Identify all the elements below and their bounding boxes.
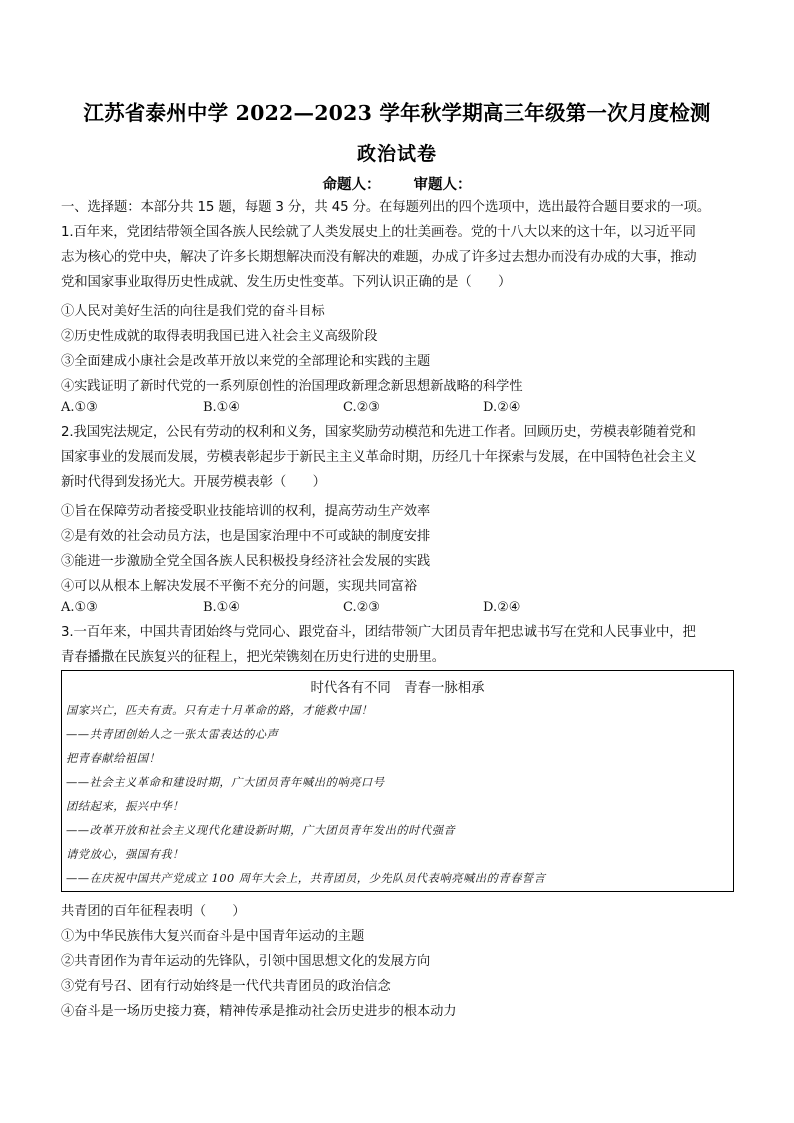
quote-source: ——社会主义革命和建设时期，广大团员青年喊出的响亮口号 xyxy=(66,776,385,789)
q2-option: ①旨在保障劳动者接受职业技能培训的权利，提高劳动生产效率 xyxy=(61,504,431,519)
quote-line: 请党放心，强国有我！ xyxy=(66,848,184,861)
q3-option: ①为中华民族伟大复兴而奋斗是中国青年运动的主题 xyxy=(61,929,365,944)
q3-option: ②共青团作为青年运动的先锋队，引领中国思想文化的发展方向 xyxy=(61,954,431,969)
q1-line: 党和国家事业取得历史性成就、发生历史性变革。下列认识正确的是（ ） xyxy=(61,275,512,290)
q3-option: ③党有号召、团有行动始终是一代代共青团员的政治信念 xyxy=(61,979,391,994)
q2-option: ④可以从根本上解决发展不平衡不充分的问题，实现共同富裕 xyxy=(61,579,418,594)
q1-choice-c: C.②③ xyxy=(343,400,380,415)
quote-box-title: 时代各有不同 青春一脉相承 xyxy=(310,681,485,696)
q1-option: ③全面建成小康社会是改革开放以来党的全部理论和实践的主题 xyxy=(61,354,431,369)
q1-choice-a: A.①③ xyxy=(61,400,98,415)
q1-choice-d: D.②④ xyxy=(483,400,521,415)
q2-option: ③能进一步激励全党全国各族人民积极投身经济社会发展的实践 xyxy=(61,554,431,569)
author-row xyxy=(0,173,794,194)
q3-stem: 共青团的百年征程表明（ ） xyxy=(61,904,246,919)
q3-line: 青春播撒在民族复兴的征程上，把光荣镌刻在历史行进的史册里。 xyxy=(61,650,445,665)
q1-line: 1.百年来，党团结带领全国各族人民绘就了人类发展史上的壮美画卷。党的十八大以来的这十年，以习近平同 xyxy=(61,225,696,240)
section-heading: 一、选择题：本部分共 15 题，每题 3 分，共 45 分。在每题列出的四个选项中，选出最符合题目要求的一项。 xyxy=(61,200,711,215)
q1-line: 志为核心的党中央，解决了许多长期想解决而没有解决的难题，办成了许多过去想办而没有办成的大事，推动 xyxy=(61,250,697,265)
author-label: 命题人： xyxy=(322,176,381,193)
q2-choice-b: B.①④ xyxy=(203,600,240,615)
q2-line: 2.我国宪法规定，公民有劳动的权利和义务，国家奖励劳动模范和先进工作者。回顾历史，劳模表彰随着党和 xyxy=(61,425,696,440)
q2-choice-d: D.②④ xyxy=(483,600,521,615)
quote-line: 把青春献给祖国！ xyxy=(66,752,161,765)
q3-line: 3.一百年来，中国共青团始终与党同心、跟党奋斗，团结带领广大团员青年把忠诚书写在党和人民事业中，把 xyxy=(61,625,696,640)
exam-title: 江苏省泰州中学 2022—2023 学年秋学期高三年级第一次月度检测 xyxy=(83,101,711,125)
exam-subtitle: 政治试卷 xyxy=(356,143,437,165)
q3-option: ④奋斗是一场历史接力赛，精神传承是推动社会历史进步的根本动力 xyxy=(61,1004,457,1019)
reviewer-label: 审题人： xyxy=(413,176,472,193)
q2-option: ②是有效的社会动员方法，也是国家治理中不可或缺的制度安排 xyxy=(61,529,431,544)
quote-box xyxy=(61,670,734,892)
q1-option: ②历史性成就的取得表明我国已进入社会主义高级阶段 xyxy=(61,329,378,344)
q1-option: ①人民对美好生活的向往是我们党的奋斗目标 xyxy=(61,304,325,319)
quote-source: ——改革开放和社会主义现代化建设新时期，广大团员青年发出的时代强音 xyxy=(66,824,456,837)
q2-line: 国家事业的发展而发展，劳模表彰起步于新民主主义革命时期，历经几十年探索与发展，在中国特色社会主义 xyxy=(61,450,697,465)
q2-choice-a: A.①③ xyxy=(61,600,98,615)
quote-source: ——在庆祝中国共产党成立 100 周年大会上，共青团员，少先队员代表响亮喊出的青春誓言 xyxy=(66,872,546,885)
q2-line: 新时代得到发扬光大。开展劳模表彰（ ） xyxy=(61,475,326,490)
q1-choice-b: B.①④ xyxy=(203,400,240,415)
q2-choice-c: C.②③ xyxy=(343,600,380,615)
quote-source: ——共青团创始人之一张太雷表达的心声 xyxy=(66,728,279,741)
quote-line: 团结起来，振兴中华！ xyxy=(66,800,184,813)
quote-line: 国家兴亡，匹夫有责。只有走十月革命的路，才能救中国！ xyxy=(66,704,373,717)
q1-option: ④实践证明了新时代党的一系列原创性的治国理政新理念新思想新战略的科学性 xyxy=(61,379,523,394)
